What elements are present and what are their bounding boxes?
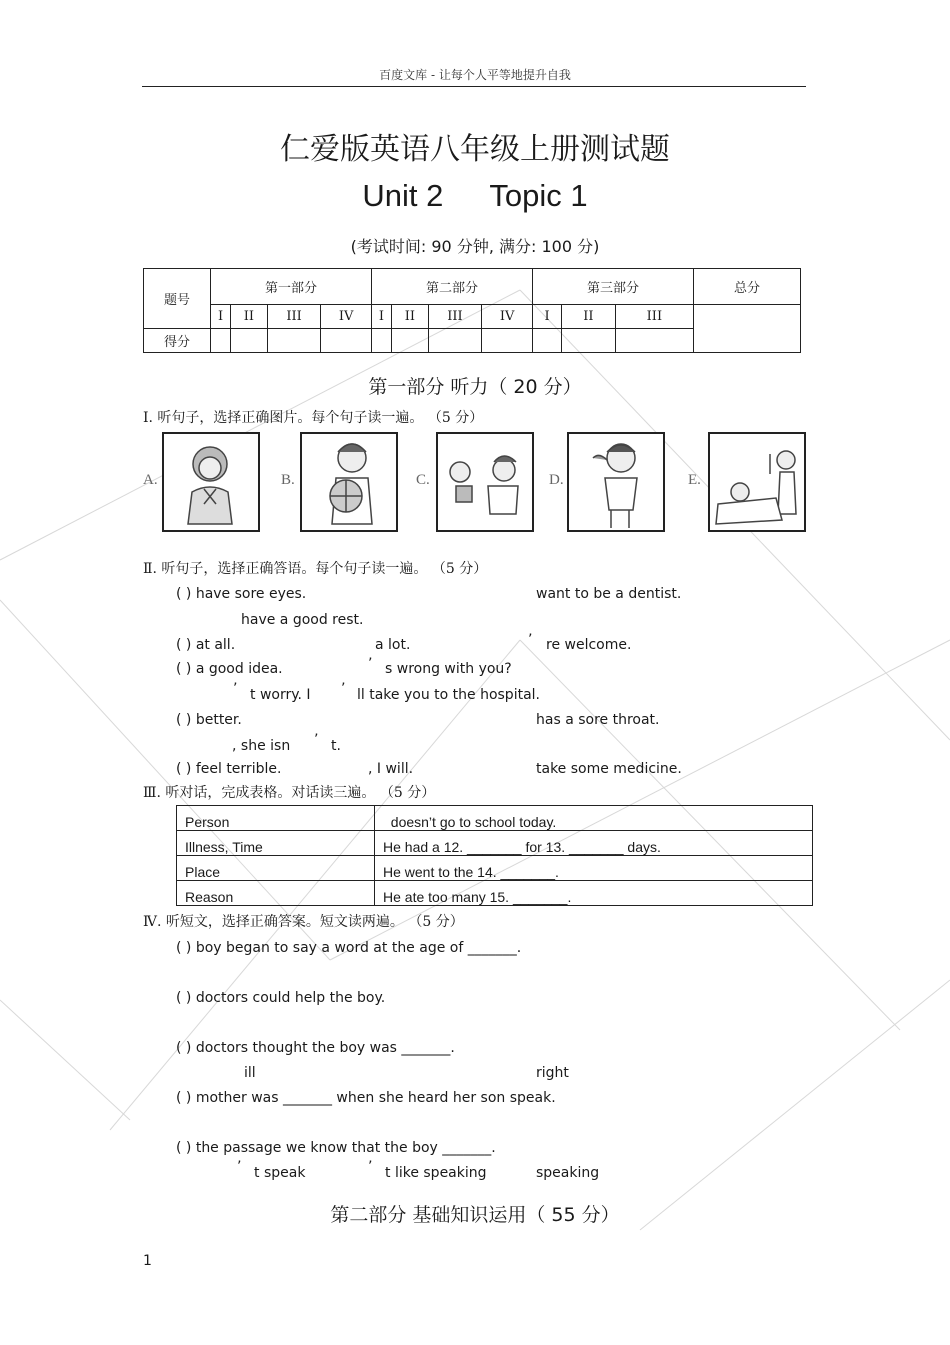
q2-line: t. bbox=[331, 738, 341, 754]
q2-line: , I will. bbox=[368, 761, 414, 777]
table-cell: Reason bbox=[177, 881, 375, 906]
q3-heading: Ⅲ. 听对话，完成表格。对话读三遍。 （5 分） bbox=[143, 785, 436, 801]
score-table-part2: 第二部分 bbox=[371, 269, 532, 305]
score-cell bbox=[615, 329, 693, 353]
picture-c bbox=[436, 432, 534, 532]
score-col: I bbox=[211, 305, 231, 329]
picture-label-b: B. bbox=[281, 472, 295, 488]
score-cell bbox=[321, 329, 372, 353]
q2-line: want to be a dentist. bbox=[536, 586, 682, 602]
q4-line: right bbox=[536, 1065, 569, 1081]
q2-line: a lot. bbox=[375, 637, 411, 653]
table-row bbox=[177, 881, 813, 906]
score-col: III bbox=[428, 305, 481, 329]
picture-label-a: A. bbox=[143, 472, 158, 488]
q4-line: ( ) doctors could help the boy. bbox=[176, 990, 386, 1006]
table-cell: He went to the 14. _______. bbox=[375, 856, 813, 881]
q2-line: ( ) have sore eyes. bbox=[176, 586, 307, 602]
score-col: II bbox=[231, 305, 268, 329]
score-cell bbox=[532, 329, 561, 353]
score-total-cell bbox=[694, 305, 801, 353]
q3-table bbox=[176, 805, 813, 906]
score-table-part3: 第三部分 bbox=[532, 269, 693, 305]
score-table-label-num: 题号 bbox=[144, 269, 211, 329]
table-cell: Person bbox=[177, 806, 375, 831]
picture-a bbox=[162, 432, 260, 532]
q2-line: ( ) at all. bbox=[176, 637, 236, 653]
picture-e bbox=[708, 432, 806, 532]
q4-line: ill bbox=[244, 1065, 256, 1081]
q4-line: t like speaking bbox=[385, 1165, 487, 1181]
picture-label-d: D. bbox=[549, 472, 564, 488]
two-kids-icon bbox=[438, 434, 532, 530]
score-col: III bbox=[615, 305, 693, 329]
picture-label-e: E. bbox=[688, 472, 701, 488]
section2-heading: 第二部分 基础知识运用（ 55 分） bbox=[330, 1204, 620, 1226]
table-row bbox=[177, 806, 813, 831]
q2-line: ’ bbox=[314, 732, 319, 748]
page-subtitle bbox=[0, 178, 950, 214]
score-col: I bbox=[371, 305, 391, 329]
score-cell bbox=[371, 329, 391, 353]
score-cell bbox=[391, 329, 428, 353]
table-cell: doesn’t go to school today. bbox=[375, 806, 813, 831]
score-table-label-score: 得分 bbox=[144, 329, 211, 353]
sick-in-bed-icon bbox=[710, 434, 804, 530]
q2-line: ( ) better. bbox=[176, 712, 242, 728]
q2-line: take some medicine. bbox=[536, 761, 682, 777]
score-cell bbox=[482, 329, 533, 353]
q2-line: t worry. I bbox=[250, 687, 311, 703]
score-cell bbox=[267, 329, 320, 353]
score-table-total: 总分 bbox=[694, 269, 801, 305]
q2-line: ’ bbox=[528, 632, 533, 648]
score-col: IV bbox=[482, 305, 533, 329]
q4-line: ( ) mother was _______ when she heard her son speak. bbox=[176, 1090, 556, 1106]
score-col: III bbox=[267, 305, 320, 329]
q4-line: ( ) boy began to say a word at the age of _______. bbox=[176, 940, 522, 956]
picture-b bbox=[300, 432, 398, 532]
q4-line: speaking bbox=[536, 1165, 600, 1181]
q4-line: ( ) doctors thought the boy was _______. bbox=[176, 1040, 455, 1056]
table-cell: He ate too many 15. _______. bbox=[375, 881, 813, 906]
score-col: II bbox=[562, 305, 616, 329]
q1-heading: Ⅰ. 听句子，选择正确图片。每个句子读一遍。 （5 分） bbox=[143, 410, 484, 426]
boy-toothache-icon bbox=[569, 434, 663, 530]
q2-line: ( ) a good idea. bbox=[176, 661, 283, 677]
q2-line: ’ bbox=[233, 681, 238, 697]
score-col: I bbox=[532, 305, 561, 329]
q2-line: ( ) feel terrible. bbox=[176, 761, 282, 777]
q2-line: ’ bbox=[368, 656, 373, 672]
exam-info: (考试时间: 90 分钟, 满分: 100 分) bbox=[350, 237, 600, 256]
q4-line: ’ bbox=[237, 1159, 242, 1175]
score-cell bbox=[562, 329, 616, 353]
score-cell bbox=[428, 329, 481, 353]
q4-line: t speak bbox=[254, 1165, 306, 1181]
subtitle-unit: Unit 2 bbox=[362, 178, 444, 213]
table-cell: Illness, Time bbox=[177, 831, 375, 856]
table-row bbox=[177, 831, 813, 856]
q4-heading: Ⅳ. 听短文，选择正确答案。短文读两遍。 （5 分） bbox=[143, 914, 464, 930]
score-table bbox=[143, 268, 801, 353]
page-number: 1 bbox=[143, 1253, 152, 1269]
q2-line: has a sore throat. bbox=[536, 712, 660, 728]
picture-d bbox=[567, 432, 665, 532]
q2-line: have a good rest. bbox=[241, 612, 364, 628]
girl-eating-icon bbox=[164, 434, 258, 530]
boy-basketball-icon bbox=[302, 434, 396, 530]
q4-line: ’ bbox=[368, 1159, 373, 1175]
score-cell bbox=[231, 329, 268, 353]
table-cell: Place bbox=[177, 856, 375, 881]
q2-line: ’ bbox=[341, 681, 346, 697]
q2-line: re welcome. bbox=[546, 637, 632, 653]
picture-label-c: C. bbox=[416, 472, 430, 488]
score-cell bbox=[211, 329, 231, 353]
q2-heading: Ⅱ. 听句子，选择正确答语。每个句子读一遍。 （5 分） bbox=[143, 561, 488, 577]
score-table-part1: 第一部分 bbox=[211, 269, 372, 305]
page-header: 百度文库 - 让每个人平等地提升自我 bbox=[379, 68, 571, 82]
header-rule bbox=[142, 86, 806, 87]
section1-heading: 第一部分 听力（ 20 分） bbox=[368, 376, 582, 398]
q4-line: ( ) the passage we know that the boy _______. bbox=[176, 1140, 496, 1156]
table-cell: He had a 12. _______ for 13. _______ days. bbox=[375, 831, 813, 856]
page-title: 仁爱版英语八年级上册测试题 bbox=[280, 132, 670, 167]
q2-line: s wrong with you? bbox=[385, 661, 512, 677]
subtitle-topic: Topic 1 bbox=[489, 178, 588, 213]
score-col: II bbox=[391, 305, 428, 329]
q2-line: ll take you to the hospital. bbox=[357, 687, 540, 703]
table-row bbox=[177, 856, 813, 881]
q2-line: , she isn bbox=[232, 738, 291, 754]
score-col: IV bbox=[321, 305, 372, 329]
